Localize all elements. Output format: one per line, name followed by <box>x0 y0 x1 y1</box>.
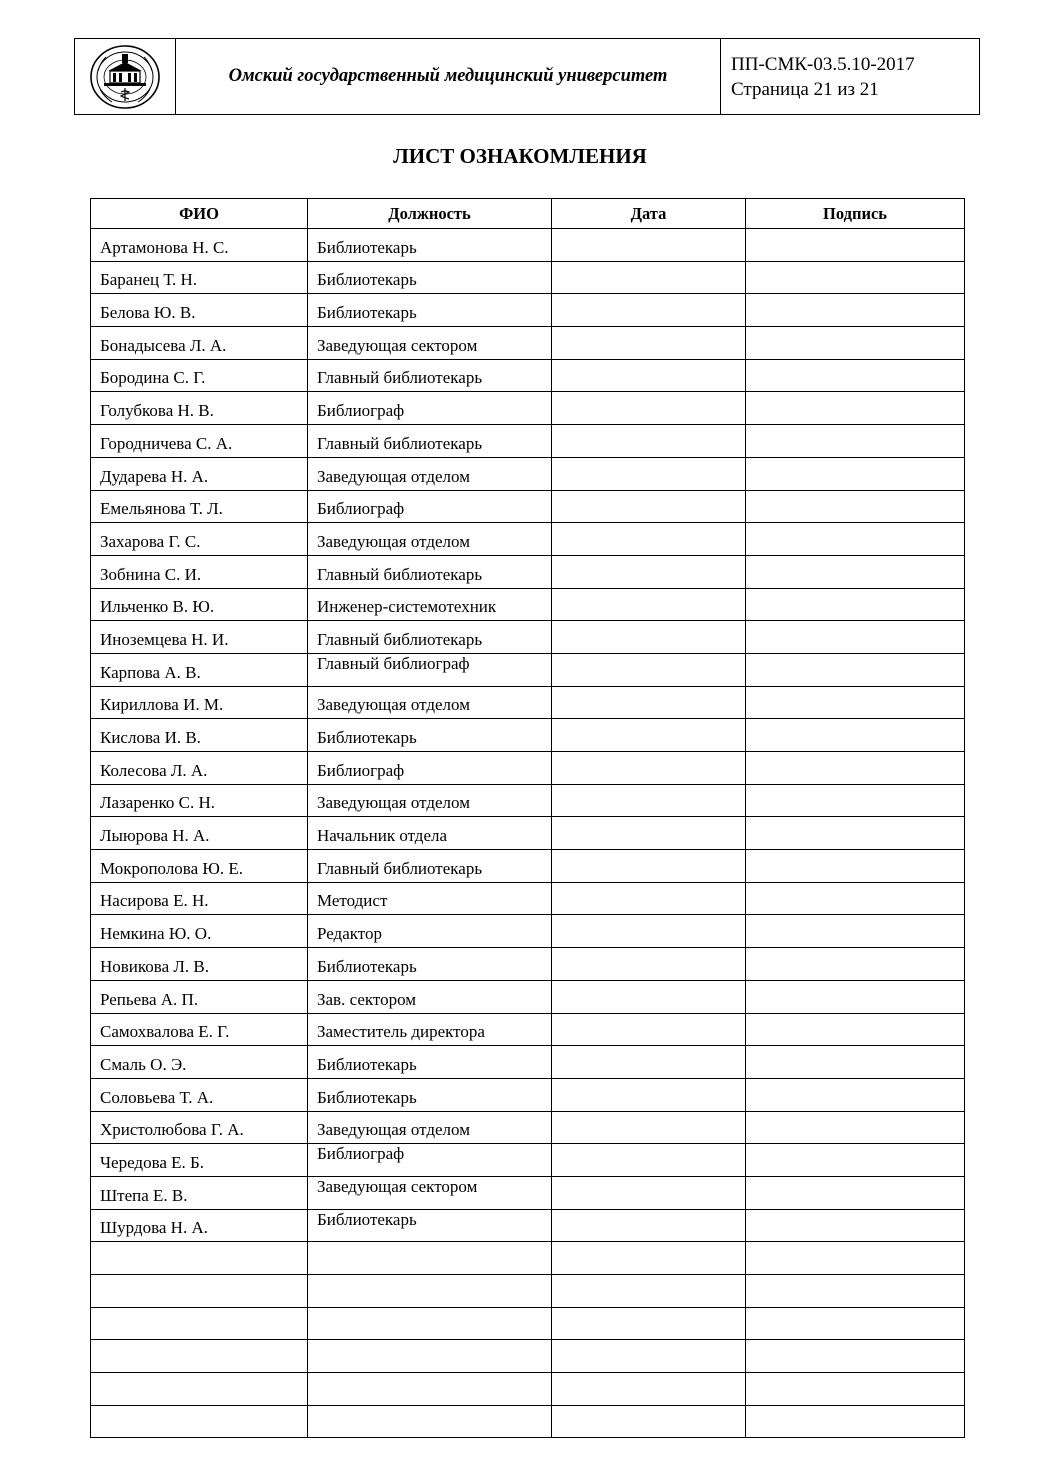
table-row <box>91 1405 965 1438</box>
signature-cell <box>746 850 965 883</box>
name-cell: Кириллова И. М. <box>91 686 308 719</box>
name-cell: Штепа Е. В. <box>91 1176 308 1209</box>
name-cell: Голубкова Н. В. <box>91 392 308 425</box>
signature-cell <box>746 425 965 458</box>
table-row <box>91 882 965 915</box>
date-cell <box>552 1046 746 1079</box>
table-row <box>91 686 965 719</box>
position-cell: Главный библиотекарь <box>308 425 552 458</box>
table-row <box>91 490 965 523</box>
date-cell <box>552 980 746 1013</box>
name-cell <box>91 1405 308 1438</box>
table-row <box>91 915 965 948</box>
signature-cell <box>746 327 965 360</box>
column-header-signature: Подпись <box>746 199 965 229</box>
name-cell: Карпова А. В. <box>91 653 308 686</box>
page-title: ЛИСТ ОЗНАКОМЛЕНИЯ <box>393 144 647 168</box>
signature-cell <box>746 261 965 294</box>
date-cell <box>552 555 746 588</box>
signature-cell <box>746 1275 965 1308</box>
signature-cell <box>746 555 965 588</box>
table-row <box>91 1373 965 1406</box>
position-cell <box>308 1307 552 1340</box>
signature-cell <box>746 915 965 948</box>
table-row <box>91 719 965 752</box>
position-cell: Библиотекарь <box>308 294 552 327</box>
name-cell <box>91 1275 308 1308</box>
document-header <box>74 38 980 115</box>
table-row <box>91 1013 965 1046</box>
date-cell <box>552 817 746 850</box>
date-cell <box>552 653 746 686</box>
signature-cell <box>746 980 965 1013</box>
table-row <box>91 1046 965 1079</box>
position-cell: Библиотекарь <box>308 1046 552 1079</box>
column-header-name: ФИО <box>91 199 308 229</box>
date-cell <box>552 850 746 883</box>
date-cell <box>552 588 746 621</box>
logo-cell <box>75 39 176 114</box>
signature-cell <box>746 1209 965 1242</box>
position-cell: Заведующая сектором <box>308 327 552 360</box>
position-cell: Библиотекарь <box>308 719 552 752</box>
table-row <box>91 457 965 490</box>
position-cell: Редактор <box>308 915 552 948</box>
table-row <box>91 653 965 686</box>
date-cell <box>552 1373 746 1406</box>
column-header-position: Должность <box>308 199 552 229</box>
name-cell: Новикова Л. В. <box>91 948 308 981</box>
university-seal-icon <box>88 43 162 111</box>
date-cell <box>552 1307 746 1340</box>
date-cell <box>552 392 746 425</box>
table-row <box>91 327 965 360</box>
table-row <box>91 1078 965 1111</box>
position-cell: Библиотекарь <box>308 1078 552 1111</box>
table-row <box>91 1111 965 1144</box>
position-cell: Главный библиотекарь <box>308 621 552 654</box>
name-cell: Артамонова Н. С. <box>91 229 308 262</box>
signature-cell <box>746 784 965 817</box>
signature-cell <box>746 229 965 262</box>
table-row <box>91 850 965 883</box>
date-cell <box>552 294 746 327</box>
date-cell <box>552 1078 746 1111</box>
name-cell: Чередова Е. Б. <box>91 1144 308 1177</box>
position-cell: Библиотекарь <box>308 229 552 262</box>
name-cell: Самохвалова Е. Г. <box>91 1013 308 1046</box>
position-cell: Заведующая отделом <box>308 1111 552 1144</box>
name-cell: Немкина Ю. О. <box>91 915 308 948</box>
date-cell <box>552 1405 746 1438</box>
signature-cell <box>746 1405 965 1438</box>
date-cell <box>552 719 746 752</box>
position-cell: Зав. сектором <box>308 980 552 1013</box>
signature-cell <box>746 948 965 981</box>
name-cell <box>91 1307 308 1340</box>
position-cell: Библиотекарь <box>308 1209 552 1242</box>
position-cell <box>308 1340 552 1373</box>
date-cell <box>552 1176 746 1209</box>
name-cell: Кислова И. В. <box>91 719 308 752</box>
date-cell <box>552 1209 746 1242</box>
signature-cell <box>746 1242 965 1275</box>
signature-cell <box>746 588 965 621</box>
signature-cell <box>746 523 965 556</box>
table-row <box>91 784 965 817</box>
position-cell: Библиотекарь <box>308 261 552 294</box>
position-cell: Библиограф <box>308 752 552 785</box>
date-cell <box>552 490 746 523</box>
position-cell: Методист <box>308 882 552 915</box>
position-cell: Заведующая отделом <box>308 523 552 556</box>
date-cell <box>552 686 746 719</box>
table-row <box>91 1144 965 1177</box>
document-code: ПП-СМК-03.5.10-2017 <box>731 53 915 75</box>
signature-cell <box>746 752 965 785</box>
position-cell: Библиотекарь <box>308 948 552 981</box>
name-cell: Соловьева Т. А. <box>91 1078 308 1111</box>
date-cell <box>552 621 746 654</box>
name-cell: Захарова Г. С. <box>91 523 308 556</box>
signature-cell <box>746 1078 965 1111</box>
position-cell: Главный библиотекарь <box>308 555 552 588</box>
signature-cell <box>746 882 965 915</box>
date-cell <box>552 359 746 392</box>
table-row <box>91 588 965 621</box>
signature-cell <box>746 359 965 392</box>
date-cell <box>552 948 746 981</box>
position-cell: Главный библиотекарь <box>308 359 552 392</box>
acknowledgement-table <box>90 198 965 1438</box>
name-cell: Колесова Л. А. <box>91 752 308 785</box>
position-cell: Заместитель директора <box>308 1013 552 1046</box>
position-cell <box>308 1275 552 1308</box>
position-cell: Заведующая отделом <box>308 686 552 719</box>
position-cell: Заведующая сектором <box>308 1176 552 1209</box>
name-cell: Шурдова Н. А. <box>91 1209 308 1242</box>
signature-cell <box>746 686 965 719</box>
signature-cell <box>746 392 965 425</box>
table-row <box>91 980 965 1013</box>
position-cell: Библиограф <box>308 490 552 523</box>
name-cell: Бородина С. Г. <box>91 359 308 392</box>
date-cell <box>552 1111 746 1144</box>
signature-cell <box>746 490 965 523</box>
date-cell <box>552 523 746 556</box>
name-cell: Зобнина С. И. <box>91 555 308 588</box>
table-row <box>91 1275 965 1308</box>
name-cell: Ильченко В. Ю. <box>91 588 308 621</box>
signature-cell <box>746 1046 965 1079</box>
signature-cell <box>746 294 965 327</box>
position-cell <box>308 1242 552 1275</box>
table-row <box>91 1340 965 1373</box>
organization-name: Омский государственный медицинский университет <box>176 39 721 114</box>
date-cell <box>552 1275 746 1308</box>
date-cell <box>552 457 746 490</box>
position-cell: Библиограф <box>308 392 552 425</box>
position-cell: Инженер-системотехник <box>308 588 552 621</box>
position-cell: Библиограф <box>308 1144 552 1177</box>
column-header-date: Дата <box>552 199 746 229</box>
signature-cell <box>746 653 965 686</box>
table-row <box>91 425 965 458</box>
name-cell: Репьева А. П. <box>91 980 308 1013</box>
name-cell: Насирова Е. Н. <box>91 882 308 915</box>
position-cell: Заведующая отделом <box>308 784 552 817</box>
name-cell: Смаль О. Э. <box>91 1046 308 1079</box>
date-cell <box>552 784 746 817</box>
position-cell: Заведующая отделом <box>308 457 552 490</box>
position-cell: Главный библиотекарь <box>308 850 552 883</box>
name-cell: Емельянова Т. Л. <box>91 490 308 523</box>
name-cell <box>91 1340 308 1373</box>
position-cell <box>308 1405 552 1438</box>
date-cell <box>552 1013 746 1046</box>
table-row <box>91 948 965 981</box>
position-cell: Начальник отдела <box>308 817 552 850</box>
signature-cell <box>746 1373 965 1406</box>
date-cell <box>552 1242 746 1275</box>
table-row <box>91 261 965 294</box>
signature-cell <box>746 457 965 490</box>
signature-cell <box>746 1144 965 1177</box>
date-cell <box>552 1340 746 1373</box>
table-header-row <box>91 199 965 229</box>
signature-cell <box>746 719 965 752</box>
table-row <box>91 1176 965 1209</box>
page-number: Страница 21 из 21 <box>731 78 879 100</box>
signature-cell <box>746 817 965 850</box>
signature-cell <box>746 1013 965 1046</box>
date-cell <box>552 752 746 785</box>
date-cell <box>552 915 746 948</box>
position-cell: Главный библиограф <box>308 653 552 686</box>
signature-cell <box>746 621 965 654</box>
table-row <box>91 555 965 588</box>
signature-cell <box>746 1307 965 1340</box>
name-cell: Дударева Н. А. <box>91 457 308 490</box>
table-row <box>91 1307 965 1340</box>
signature-cell <box>746 1111 965 1144</box>
signature-cell <box>746 1340 965 1373</box>
name-cell <box>91 1373 308 1406</box>
table-row <box>91 523 965 556</box>
date-cell <box>552 882 746 915</box>
table-row <box>91 1242 965 1275</box>
name-cell: Городничева С. А. <box>91 425 308 458</box>
table-row <box>91 752 965 785</box>
table-row <box>91 359 965 392</box>
table-row <box>91 1209 965 1242</box>
position-cell <box>308 1373 552 1406</box>
signature-cell <box>746 1176 965 1209</box>
table-row <box>91 817 965 850</box>
name-cell: Баранец Т. Н. <box>91 261 308 294</box>
date-cell <box>552 1144 746 1177</box>
table-row <box>91 392 965 425</box>
date-cell <box>552 261 746 294</box>
date-cell <box>552 425 746 458</box>
name-cell: Мокрополова Ю. Е. <box>91 850 308 883</box>
name-cell: Лазаренко С. Н. <box>91 784 308 817</box>
date-cell <box>552 229 746 262</box>
name-cell: Белова Ю. В. <box>91 294 308 327</box>
document-meta <box>721 39 979 114</box>
name-cell <box>91 1242 308 1275</box>
date-cell <box>552 327 746 360</box>
table-row <box>91 621 965 654</box>
table-row <box>91 229 965 262</box>
table-row <box>91 294 965 327</box>
name-cell: Иноземцева Н. И. <box>91 621 308 654</box>
name-cell: Бонадысева Л. А. <box>91 327 308 360</box>
name-cell: Лыюрова Н. А. <box>91 817 308 850</box>
name-cell: Христолюбова Г. А. <box>91 1111 308 1144</box>
